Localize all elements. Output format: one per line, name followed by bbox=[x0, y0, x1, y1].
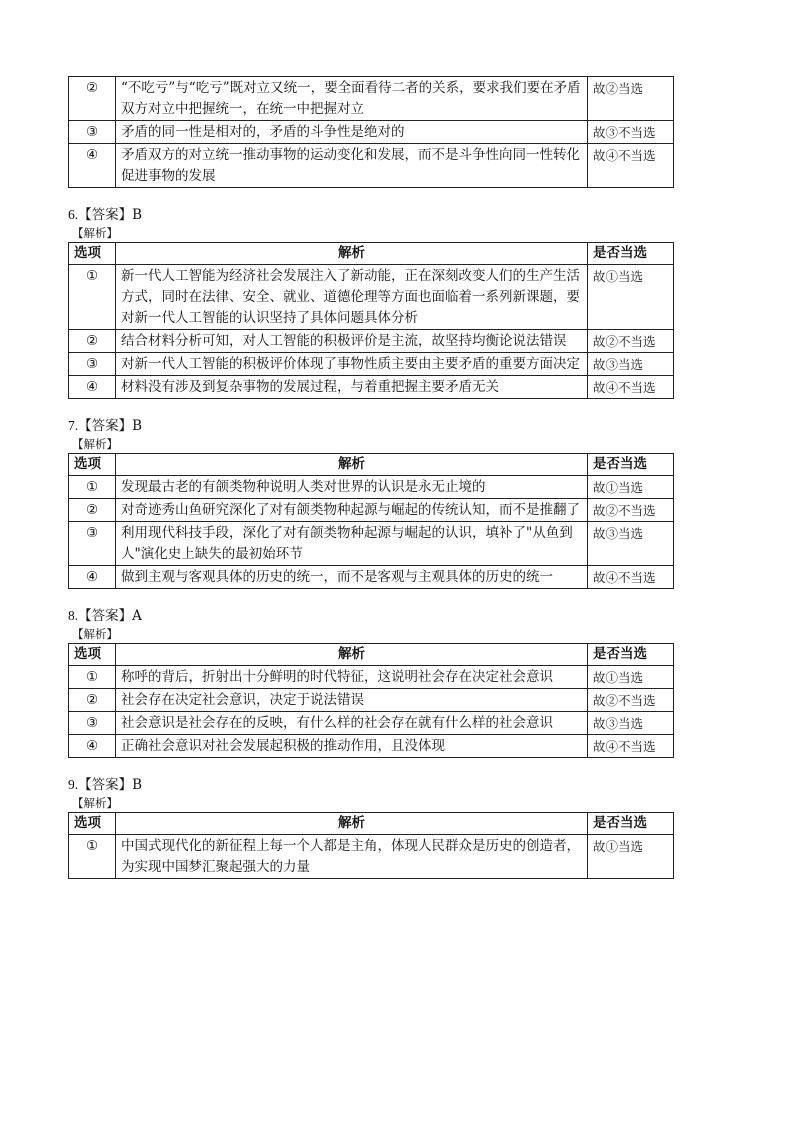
select-cell: 故③当选 bbox=[588, 712, 674, 735]
column-header-option: 选项 bbox=[69, 243, 116, 265]
analysis-label: 【解析】 bbox=[72, 796, 118, 810]
question-section bbox=[68, 205, 674, 399]
table-row bbox=[69, 735, 674, 758]
select-cell: 故①当选 bbox=[588, 476, 674, 499]
answer-heading bbox=[68, 606, 674, 626]
continued-analysis-table bbox=[68, 76, 674, 188]
table-row bbox=[69, 376, 674, 399]
column-header-option: 选项 bbox=[69, 813, 116, 835]
option-cell: ② bbox=[69, 77, 116, 121]
table-row bbox=[69, 144, 674, 188]
analysis-table bbox=[68, 453, 674, 589]
select-cell: 故②不当选 bbox=[588, 330, 674, 353]
option-cell: ③ bbox=[69, 353, 116, 376]
question-number: 6. bbox=[68, 207, 79, 222]
option-cell: ③ bbox=[69, 121, 116, 144]
answer-label: 【答案】B bbox=[78, 207, 143, 223]
table-row bbox=[69, 330, 674, 353]
question-number: 7. bbox=[68, 418, 79, 433]
table-row bbox=[69, 666, 674, 689]
table-row bbox=[69, 121, 674, 144]
table-row bbox=[69, 689, 674, 712]
table-header-row bbox=[69, 813, 674, 835]
answer-label: 【答案】A bbox=[78, 608, 142, 624]
analysis-cell: 做到主观与客观具体的历史的统一，而不是客观与主观具体的历史的统一 bbox=[116, 566, 588, 589]
analysis-cell: “不吃亏”与“吃亏”既对立又统一，要全面看待二者的关系，要求我们要在矛盾双方对立中把握统一，在统一中把握对立 bbox=[116, 77, 588, 121]
analysis-cell: 对新一代人工智能的积极评价体现了事物性质主要由主要矛盾的重要方面决定 bbox=[116, 353, 588, 376]
column-header-select: 是否当选 bbox=[588, 644, 674, 666]
select-cell: 故①当选 bbox=[588, 265, 674, 330]
analysis-cell: 中国式现代化的新征程上每一个人都是主角，体现人民群众是历史的创造者，为实现中国梦汇聚起强大的力量 bbox=[116, 835, 588, 879]
analysis-cell: 利用现代科技手段，深化了对有颌类物种起源与崛起的认识，填补了"从鱼到人"演化史上缺失的最初始环节 bbox=[116, 522, 588, 566]
table-row bbox=[69, 77, 674, 121]
question-number: 9. bbox=[68, 777, 79, 792]
column-header-select: 是否当选 bbox=[588, 813, 674, 835]
table-row bbox=[69, 476, 674, 499]
question-section bbox=[68, 606, 674, 758]
option-cell: ③ bbox=[69, 522, 116, 566]
table-row bbox=[69, 499, 674, 522]
column-header-option: 选项 bbox=[69, 644, 116, 666]
select-cell: 故③不当选 bbox=[588, 121, 674, 144]
column-header-analysis: 解析 bbox=[116, 813, 588, 835]
analysis-table bbox=[68, 242, 674, 399]
analysis-table bbox=[68, 812, 674, 879]
select-cell: 故①当选 bbox=[588, 835, 674, 879]
question-list bbox=[68, 205, 674, 879]
analysis-cell: 正确社会意识对社会发展起积极的推动作用，且没体现 bbox=[116, 735, 588, 758]
analysis-label: 【解析】 bbox=[72, 226, 118, 240]
analysis-cell: 矛盾的同一性是相对的，矛盾的斗争性是绝对的 bbox=[116, 121, 588, 144]
answer-heading bbox=[68, 205, 674, 225]
analysis-cell: 矛盾双方的对立统一推动事物的运动变化和发展，而不是斗争性向同一性转化促进事物的发展 bbox=[116, 144, 588, 188]
option-cell: ① bbox=[69, 476, 116, 499]
answer-label: 【答案】B bbox=[78, 418, 143, 434]
select-cell: 故②不当选 bbox=[588, 499, 674, 522]
analysis-cell: 社会意识是社会存在的反映，有什么样的社会存在就有什么样的社会意识 bbox=[116, 712, 588, 735]
table-row bbox=[69, 566, 674, 589]
table-row bbox=[69, 712, 674, 735]
analysis-table bbox=[68, 643, 674, 758]
select-cell: 故③当选 bbox=[588, 522, 674, 566]
select-cell: 故④不当选 bbox=[588, 376, 674, 399]
column-header-analysis: 解析 bbox=[116, 644, 588, 666]
answer-heading bbox=[68, 775, 674, 795]
column-header-option: 选项 bbox=[69, 454, 116, 476]
option-cell: ③ bbox=[69, 712, 116, 735]
table-row bbox=[69, 835, 674, 879]
analysis-label: 【解析】 bbox=[72, 437, 118, 451]
table-row bbox=[69, 265, 674, 330]
column-header-select: 是否当选 bbox=[588, 243, 674, 265]
analysis-cell: 对奇迹秀山鱼研究深化了对有颌类物种起源与崛起的传统认知，而不是推翻了 bbox=[116, 499, 588, 522]
option-cell: ② bbox=[69, 330, 116, 353]
option-cell: ① bbox=[69, 835, 116, 879]
analysis-cell: 称呼的背后，折射出十分鲜明的时代特征，这说明社会存在决定社会意识 bbox=[116, 666, 588, 689]
question-number: 8. bbox=[68, 608, 79, 623]
analysis-cell: 材料没有涉及到复杂事物的发展过程，与着重把握主要矛盾无关 bbox=[116, 376, 588, 399]
select-cell: 故④不当选 bbox=[588, 735, 674, 758]
question-section bbox=[68, 775, 674, 879]
option-cell: ④ bbox=[69, 144, 116, 188]
column-header-select: 是否当选 bbox=[588, 454, 674, 476]
answer-document bbox=[68, 76, 674, 879]
column-header-analysis: 解析 bbox=[116, 454, 588, 476]
analysis-cell: 发现最古老的有颌类物种说明人类对世界的认识是永无止境的 bbox=[116, 476, 588, 499]
option-cell: ② bbox=[69, 689, 116, 712]
answer-label: 【答案】B bbox=[78, 777, 143, 793]
answer-heading bbox=[68, 416, 674, 436]
table-header-row bbox=[69, 454, 674, 476]
select-cell: 故④不当选 bbox=[588, 566, 674, 589]
analysis-cell: 社会存在决定社会意识，决定于说法错误 bbox=[116, 689, 588, 712]
select-cell: 故②不当选 bbox=[588, 689, 674, 712]
question-section bbox=[68, 416, 674, 589]
select-cell: 故②当选 bbox=[588, 77, 674, 121]
table-header-row bbox=[69, 243, 674, 265]
table-header-row bbox=[69, 644, 674, 666]
option-cell: ① bbox=[69, 666, 116, 689]
option-cell: ④ bbox=[69, 735, 116, 758]
analysis-cell: 新一代人工智能为经济社会发展注入了新动能，正在深刻改变人们的生产生活方式，同时在法律、安全、就业、道德伦理等方面也面临着一系列新课题，要对新一代人工智能的认识坚持了具体问题具体分析 bbox=[116, 265, 588, 330]
option-cell: ④ bbox=[69, 376, 116, 399]
option-cell: ④ bbox=[69, 566, 116, 589]
column-header-analysis: 解析 bbox=[116, 243, 588, 265]
analysis-label: 【解析】 bbox=[72, 627, 118, 641]
select-cell: 故④不当选 bbox=[588, 144, 674, 188]
table-row bbox=[69, 353, 674, 376]
option-cell: ② bbox=[69, 499, 116, 522]
table-row bbox=[69, 522, 674, 566]
option-cell: ① bbox=[69, 265, 116, 330]
select-cell: 故①当选 bbox=[588, 666, 674, 689]
analysis-cell: 结合材料分析可知，对人工智能的积极评价是主流，故坚持均衡论说法错误 bbox=[116, 330, 588, 353]
select-cell: 故③当选 bbox=[588, 353, 674, 376]
